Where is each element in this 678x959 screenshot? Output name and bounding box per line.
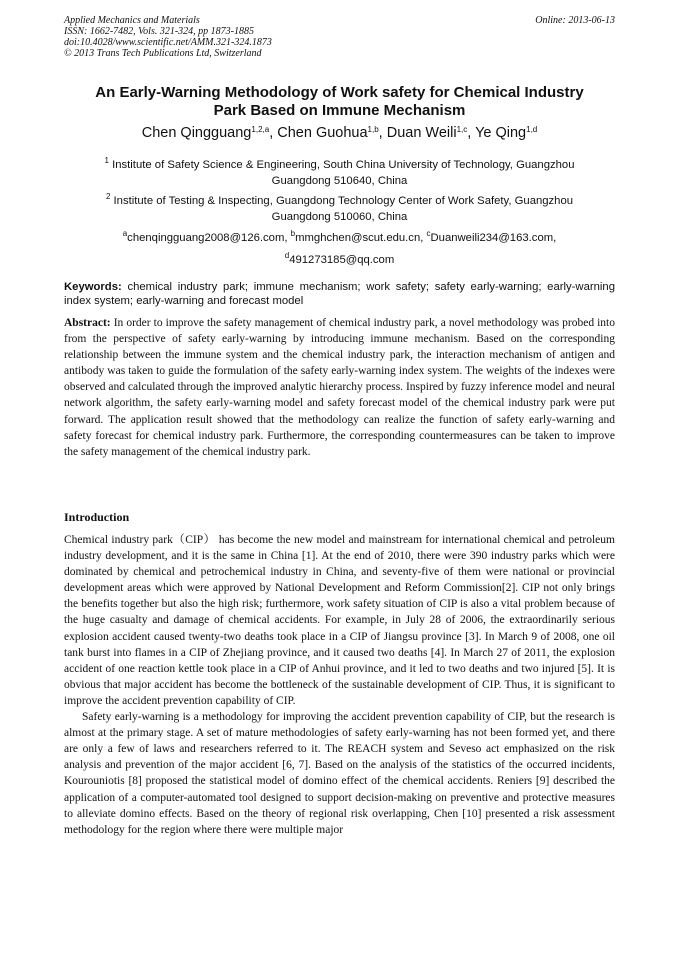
copyright: © 2013 Trans Tech Publications Ltd, Switzerland — [64, 48, 262, 59]
affiliation-line: Guangdong 510060, China — [271, 211, 408, 223]
paragraph: Chemical industry park（CIP） has become the new model and mainstream for international chemical and petroleum industry development, and it is the same in China [1]. At the end of 2010, there were 390 industry parks which were dominated by chemical and petrochemical industry in China, and seventy-five of them were national or provincial development areas which were approved by National Development and Reform Commission[2]. CIP not only brings the benefits together but also the high risk; furthermore, work safety situation of CIP is also a vital problem because of the huge casualty and damage of chemical accidents. For example, in July 28 of 2006, the extraordinarily serious explosion accident caused twenty-two deaths took place in a CIP of Jiangsu province [3]. In March 9 of 2008, one oil tank burst into flames in a CIP of Zhejiang province, and it caused two deaths [4]. In March 27 of 2011, the explosion accident of one reaction kettle took place in a CIP of Anhui province, and it led to two deaths and two injured [5]. It is obvious that major accident has become the bottleneck of the sustainable development of CIP. Thus, it is significant to improve the accident prevention capability of CIP. — [64, 534, 615, 707]
affiliation-1 — [64, 157, 615, 189]
author: Ye Qing — [475, 125, 527, 141]
section-heading: Introduction — [64, 510, 130, 524]
journal-name: Applied Mechanics and Materials — [64, 15, 200, 26]
affiliation-2 — [64, 193, 615, 225]
email-sup: a — [122, 229, 128, 238]
author: Chen Guohua — [277, 125, 368, 141]
affiliation-num: 2 — [105, 192, 111, 201]
introduction-body — [64, 532, 615, 838]
email-sup: b — [290, 229, 296, 238]
paragraph: Safety early-warning is a methodology for improving the accident prevention capability of CIP, but the research is almost at the primary stage. A set of mature methodologies of safety early-warning has not been formed yet, and there are only a few of laws and researchers referred to it. The REACH system and Seveso act emphasized on the risk analysis and prevention of the major accident [6, 7]. Based on the analysis of the statistics of the occurred incidents, Kourouniotis [8] proposed the statistical model of domino effect of the chemical accidents. Reniers [9] described the application of a computer-automated tool designed to support decision-making on preventive and protective measures to alleviate domino effects. Based on the theory of regional risk overlapping, Chen [10] presented a risk assessment methodology for the region where there were multiple major — [64, 711, 615, 836]
email-sup: c — [426, 229, 431, 238]
issn: ISSN: 1662-7482, Vols. 321-324, pp 1873-1885 — [64, 26, 254, 37]
author-sup: 1,2,a — [251, 125, 270, 134]
abstract — [64, 315, 615, 460]
affiliation-line: Institute of Testing & Inspecting, Guangdong Technology Center of Work Safety, Guangzhou — [113, 195, 574, 207]
email: 491273185@qq.com — [289, 254, 395, 266]
abstract-text: In order to improve the safety management of chemical industry park, a novel methodology was probed into from the perspective of safety early-warning by introducing immune mechanism. Based on the corresponding relationship between the immune system and the chemical industry park, the interaction mechanism of antigen and antibody was taken to guide the formulation of the safety early-warning index system. The weights of the indexes were observed and calculated through the improved analytic hierarchy process. Inspired by fuzzy inference model and neural network algorithm, the safety early-warning model and safety forecast model of the chemical industry park were put forward. The application result showed that the methodology can realize the function of safety early-warning and safety forecast for chemical industry park. Furthermore, the corresponding countermeasures can be taken to improve the safety management of the chemical industry park. — [64, 317, 616, 458]
affiliation-line: Institute of Safety Science & Engineering, South China University of Technology, Guangzhou — [112, 159, 575, 171]
author: Chen Qingguang — [141, 125, 252, 141]
paper-title — [64, 84, 615, 120]
keywords-label: Keywords: — [64, 281, 122, 293]
author-list: Chen Qingguang$^{1,2,a}$, Chen Guohua$^{1,b}$, Duan Weili$^{1,c}$, Ye Qing$^{1,d}$ — [141, 125, 538, 141]
affiliation-line: Guangdong 510640, China — [271, 175, 408, 187]
author-sup: 1,d — [526, 125, 538, 134]
email: mmghchen@scut.edu.cn, — [295, 232, 424, 244]
title-line-1: An Early-Warning Methodology of Work safety for Chemical Industry — [95, 84, 584, 101]
author-sup: 1,b — [367, 125, 379, 134]
keywords — [64, 280, 615, 308]
title-line-2: Park Based on Immune Mechanism — [213, 102, 466, 119]
author: Duan Weili — [386, 125, 457, 141]
abstract-label: Abstract: — [64, 317, 111, 329]
keywords-text: chemical industry park; immune mechanism; work safety; safety early-warning; early-warning index system; early-warning and forecast model — [64, 281, 615, 307]
email: chenqingguang2008@126.com, — [127, 232, 288, 244]
email-list — [64, 230, 615, 268]
author-sup: 1,c — [456, 125, 468, 134]
doi: doi:10.4028/www.scientific.net/AMM.321-324.1873 — [64, 37, 272, 48]
email-sup: d — [284, 251, 290, 260]
online-date: Online: 2013-06-13 — [535, 15, 615, 26]
journal-header — [64, 15, 615, 59]
email: Duanweili234@163.com, — [430, 232, 557, 244]
affiliation-num: 1 — [104, 156, 109, 165]
